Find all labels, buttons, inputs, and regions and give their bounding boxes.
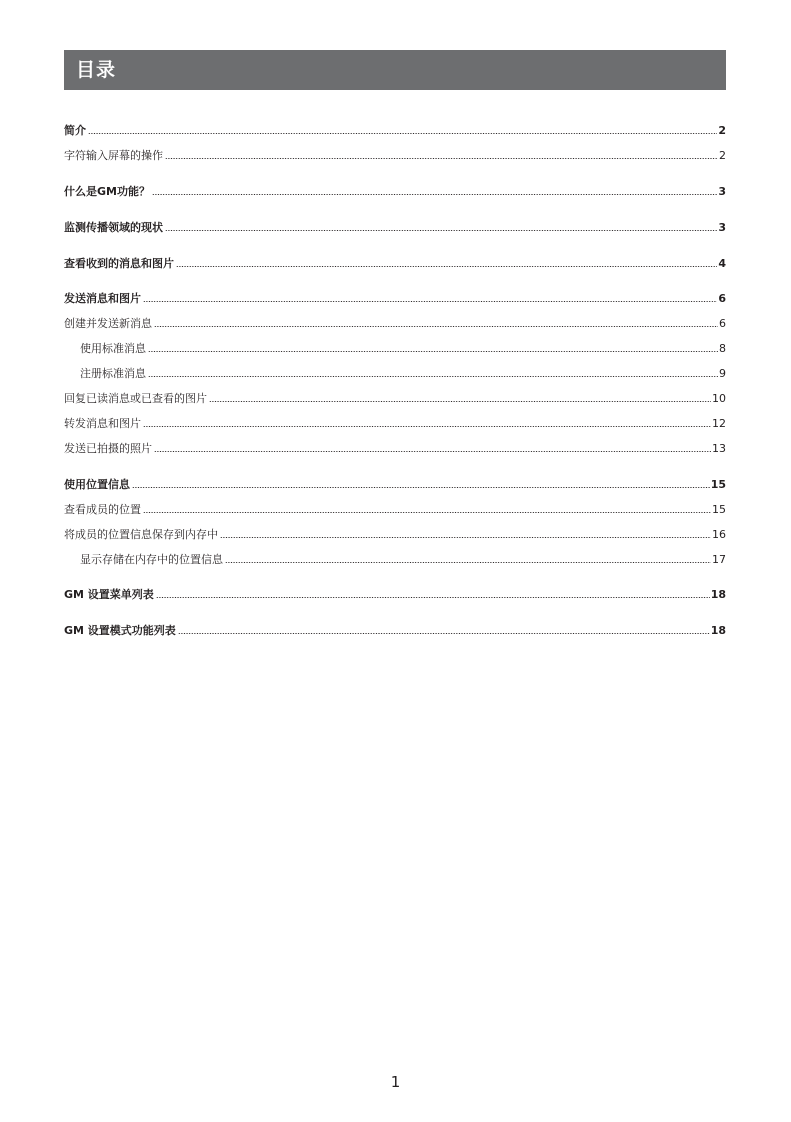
dot-leader [143, 425, 711, 428]
dot-leader [132, 486, 710, 489]
toc-entry-title: 什么是GM功能？ [64, 185, 150, 198]
toc-entry-page: 17 [712, 553, 726, 566]
toc-entry-page: 2 [718, 124, 726, 137]
dot-leader [143, 300, 717, 303]
toc-entry-send-photos[interactable] [64, 440, 726, 456]
toc-entry-page: 15 [712, 503, 726, 516]
toc-entry-title: 使用标准消息 [80, 342, 146, 355]
toc-entry-title: 发送已拍摄的照片 [64, 442, 152, 455]
toc-entry-page: 18 [710, 588, 726, 601]
toc-entry-location-info[interactable] [64, 476, 726, 492]
toc-entry-page: 10 [712, 392, 726, 405]
toc-entry-title: GM 设置模式功能列表 [64, 624, 176, 637]
toc-entry-title: 发送消息和图片 [64, 292, 141, 305]
toc-entry-reply[interactable] [64, 390, 726, 406]
toc-entry-page: 2 [719, 149, 726, 162]
toc-entry-title: 创建并发送新消息 [64, 317, 152, 330]
toc-entry-character-input[interactable] [64, 147, 726, 163]
toc-entry-register-standard-message[interactable] [80, 365, 726, 381]
toc-entry-title: 查看成员的位置 [64, 503, 141, 516]
toc-entry-page: 12 [712, 417, 726, 430]
dot-leader [154, 325, 718, 328]
toc-entry-page: 16 [712, 528, 726, 541]
toc-entry-page: 9 [719, 367, 726, 380]
dot-leader [88, 132, 717, 135]
toc-entry-page: 3 [718, 185, 726, 198]
toc-entry-title: 回复已读消息或已查看的图片 [64, 392, 207, 405]
dot-leader [225, 561, 711, 564]
toc-entry-page: 18 [710, 624, 726, 637]
toc-entry-title: 注册标准消息 [80, 367, 146, 380]
toc-entry-send-messages[interactable] [64, 290, 726, 306]
dot-leader [152, 193, 717, 196]
toc-header-banner [64, 50, 726, 90]
page-title: 目录 [76, 59, 117, 81]
toc-entry-save-location[interactable] [64, 526, 726, 542]
dot-leader [220, 536, 711, 539]
dot-leader [143, 511, 711, 514]
toc-entry-page: 6 [719, 317, 726, 330]
toc-entry-title: 转发消息和图片 [64, 417, 141, 430]
toc-entry-intro[interactable] [64, 122, 726, 138]
toc-entry-title: 使用位置信息 [64, 478, 130, 491]
toc-entry-monitor-propagation[interactable] [64, 219, 726, 235]
toc-entry-display-stored-location[interactable] [80, 551, 726, 567]
toc-entry-page: 3 [718, 221, 726, 234]
toc-entry-title: 字符输入屏幕的操作 [64, 149, 163, 162]
dot-leader [148, 375, 718, 378]
toc-entry-create-new-message[interactable] [64, 315, 726, 331]
dot-leader [156, 596, 710, 599]
toc-entry-view-member-location[interactable] [64, 501, 726, 517]
toc-entry-page: 15 [710, 478, 726, 491]
toc-entry-title: 简介 [64, 124, 86, 137]
toc-entry-view-received[interactable] [64, 255, 726, 271]
toc-entry-title: GM 设置菜单列表 [64, 588, 154, 601]
toc-entry-page: 13 [712, 442, 726, 455]
dot-leader [178, 632, 710, 635]
toc-entry-page: 4 [718, 257, 726, 270]
toc-entry-forward[interactable] [64, 415, 726, 431]
toc-entry-gm-settings-menu[interactable] [64, 586, 726, 602]
toc-entry-title: 查看收到的消息和图片 [64, 257, 174, 270]
toc-entry-page: 8 [719, 342, 726, 355]
dot-leader [176, 265, 717, 268]
toc-entry-what-is-gm[interactable] [64, 183, 726, 199]
toc-entry-title: 监测传播领域的现状 [64, 221, 163, 234]
toc-entry-title: 显示存储在内存中的位置信息 [80, 553, 223, 566]
dot-leader [209, 400, 711, 403]
dot-leader [148, 350, 718, 353]
dot-leader [154, 450, 711, 453]
dot-leader [165, 157, 718, 160]
page-number: 1 [390, 1073, 401, 1091]
toc-entry-page: 6 [718, 292, 726, 305]
toc-entry-use-standard-message[interactable] [80, 340, 726, 356]
toc-entry-gm-settings-mode[interactable] [64, 622, 726, 638]
toc-entry-title: 将成员的位置信息保存到内存中 [64, 528, 218, 541]
dot-leader [165, 229, 717, 232]
